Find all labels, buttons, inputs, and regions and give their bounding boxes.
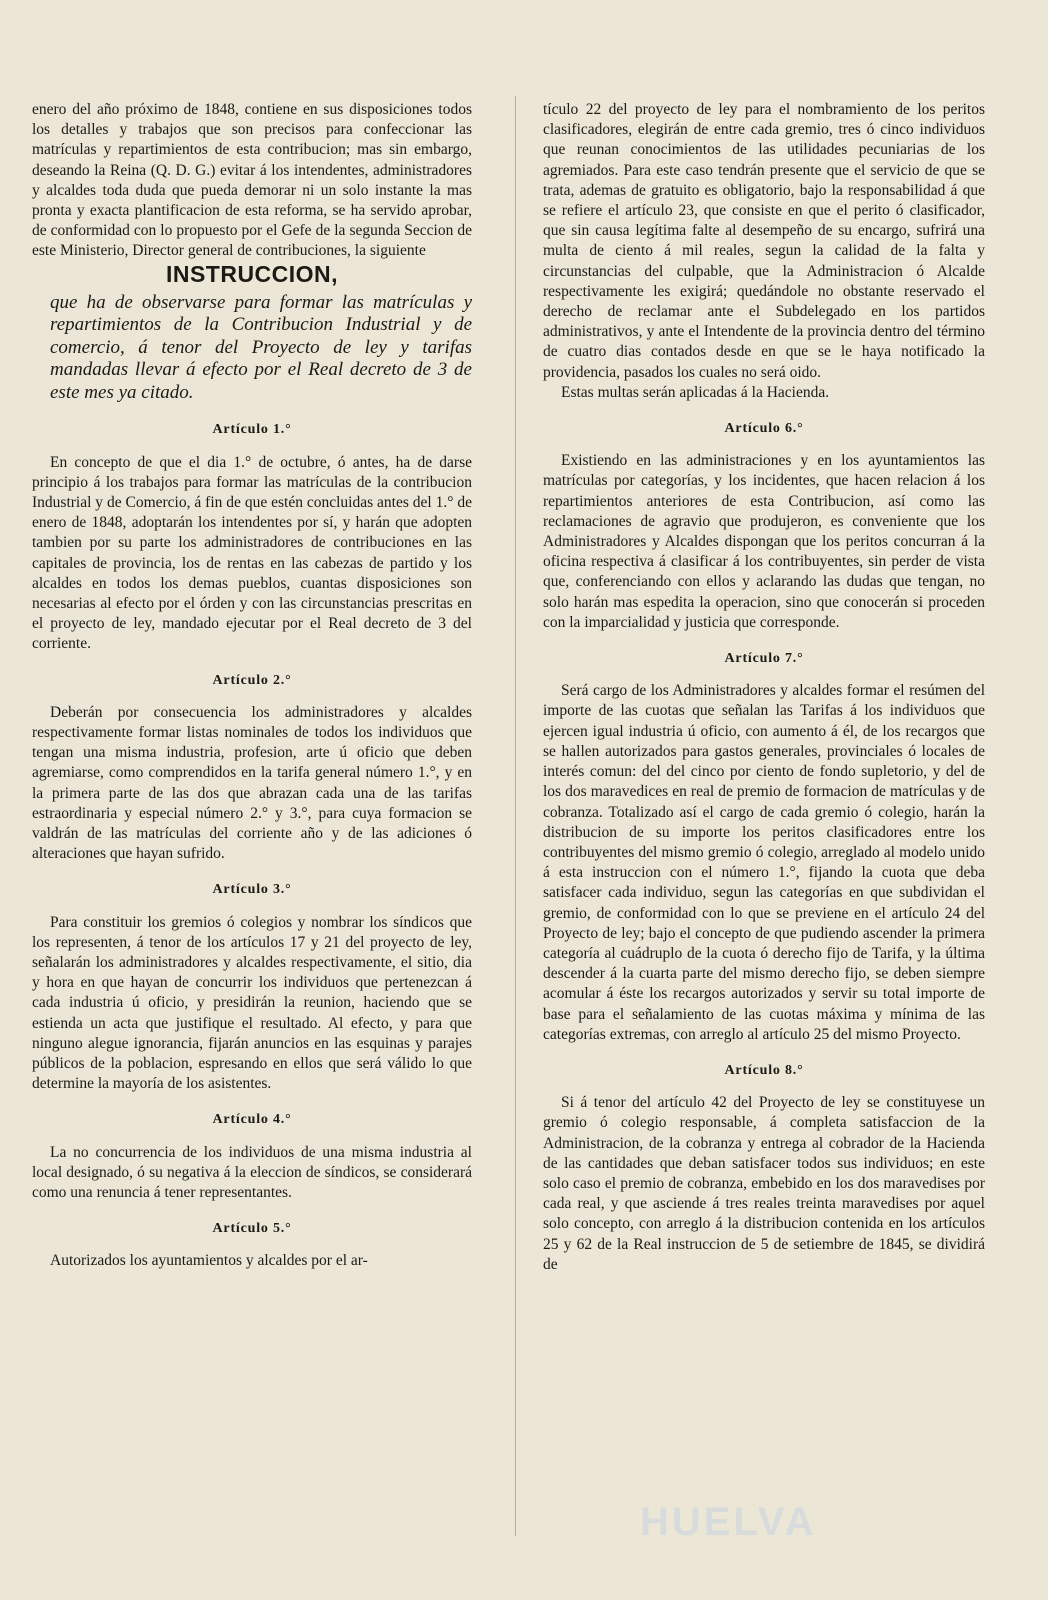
article-6-heading: Artículo 6.° — [724, 421, 804, 437]
instruction-subtitle: que ha de observarse para formar las matrículas y repartimientos de la Contribucion Industrial y de comercio, á tenor del Proyecto de ley y tarifas mandadas llevar á efecto por el Real decreto de 3 de este mes ya citado. — [50, 291, 472, 403]
article-6-text: Existiendo en las administraciones y en los ayuntamientos las matrículas por categorías, y los incidentes, que hacen relacion á los repartimientos anteriores de esta Contribucion, así como las reclamaciones de agravio que produjeron, es conveniente que los Administradores y Alcaldes dispongan que los peritos concurran á la oficina respectiva á clasificar á los contribuyentes, sin perder de vista que, conferenciando con ellos y aclarando las dudas que tengan, no solo harán mas espedita la operacion, sino que conocerán si proceden con la imparcialidad y justicia que corresponde. — [543, 452, 985, 631]
article-4-text: La no concurrencia de los individuos de una misma industria al local designado, ó su negativa á la eleccion de síndicos, se considerará como una renuncia á tener representantes. — [32, 1143, 472, 1202]
fines-note: Estas multas serán aplicadas á la Hacienda. — [561, 383, 830, 401]
article-3-heading: Artículo 3.° — [212, 882, 292, 898]
article-5-continuation: tículo 22 del proyecto de ley para el nombramiento de los peritos clasificadores, elegirán de entre cada gremio, tres ó cinco individuos que reunan conocimientos de las utilidades pecuniarias de los agremiados. Para este caso tendrán presente que el servicio de que se trata, ademas de gratuito es obligatorio, bajo la responsabilidad á que se refiere el artículo 23, que consiste en que el perito ó clasificador, que sin causa legítima falte al desempeño de su encargo, sufrirá una multa de ciento á mil reales, segun la calidad de la falta y circunstancias del culpable, que la Administracion ó Alcalde respectivamente les exigirá; quedándole no obstante reservado el derecho de reclamar ante el Subdelegado en los partidos administrativos, y ante el Intendente de la provincia dentro del término de cuatro dias contados desde en que se le haya notificado la providencia, pasados los cuales no será oido. — [543, 101, 985, 381]
intro-paragraph: enero del año próximo de 1848, contiene en sus disposiciones todos los detalles y trabajos que son precisos para confeccionar las matrículas y repartimientos de esta contribucion; mas sin embargo, deseando la Reina (Q. D. G.) evitar á los intendentes, administradores y alcaldes toda duda que pueda demorar ni un solo instante la mas pronta y exacta plantificacion de esta reforma, se ha servido aprobar, de conformidad con lo propuesto por el Gefe de la segunda Seccion de este Ministerio, Director general de contribuciones, la siguiente — [32, 101, 472, 260]
right-column — [543, 100, 985, 1275]
article-8-heading: Artículo 8.° — [724, 1062, 804, 1078]
article-7-text: Será cargo de los Administradores y alcaldes formar el resúmen del importe de las cuotas que señalan las Tarifas á los individuos que ejercen igual industria ú oficio, con aumento á él, de los recargos que se hallen autorizados para gastos generales, provinciales ó locales de interés comun: del del cinco por ciento de fondo supletorio, y del de los dos maravedices en real de premio de formacion de matrículas y de cobranza. Totalizado así el cargo de cada gremio ó colegio, harán la distribucion de su importe los peritos clasificadores entre los contribuyentes del mismo gremio ó colegio, arreglado al modelo unido á esta instruccion con el número 1.°, fijando la cuota que deba satisfacer cada individuo, segun las categorías en que subdividan el gremio, de conformidad con lo que se previene en el artículo 24 del Proyecto de ley; bajo el concepto de que pudiendo ascender la primera categoría al cuádruplo de la cuota ó derecho fijo de Tarifa, y la última descender á la cuarta parte del mismo derecho fijo, se deben siempre acomular á éste los recargos autorizados y servir su total importe de base para el señalamiento de las cuotas máxima y mínima de las categorías extremas, con arreglo al artículo 25 del mismo Proyecto. — [543, 682, 985, 1043]
article-3-text: Para constituir los gremios ó colegios y nombrar los síndicos que los representen, á tenor de los artículos 17 y 21 del proyecto de ley, señalarán los administradores y alcaldes respectivamente, el sitio, dia y hora en que hayan de concurrir los individuos que pertenezcan á cada industria ú oficio, y presidirán la reunion, haciendo que se estienda un acta que justifique el resultado. Al efecto, y para que ninguno alegue ignorancia, fijarán anuncios en las esquinas y parajes públicos de la poblacion, espresando en ellos que será válido lo que determine la mayoría de los asistentes. — [32, 913, 472, 1093]
article-8-text: Si á tenor del artículo 42 del Proyecto de ley se constituyese un gremio ó colegio responsable, á completa satisfaccion de la Administracion, de la cobranza y entrega al cobrador de la Hacienda de las cantidades que deban satisfacer todos sus individuos; en este solo caso el premio de cobranza, embebido en los dos maravedises por cada real, y que asciende á tres reales treinta maravedises por aquel solo concepto, con arreglo á la distribucion contenida en los artículos 25 y 62 de la Real instruccion de 5 de setiembre de 1845, se dividirá de — [543, 1094, 985, 1273]
watermark-stamp: HUELVA — [640, 1500, 817, 1544]
article-1-heading: Artículo 1.° — [212, 422, 292, 438]
article-1-text: En concepto de que el dia 1.° de octubre, ó antes, ha de darse principio á los trabajos para formar las matrículas de la contribucion Industrial y de Comercio, á fin de que estén concluidas antes del 1.° de enero de 1848, adoptarán los intendentes por sí, y harán que adopten tambien por su parte los administradores de contribuciones en las capitales de provincia, los de rentas en las cabezas de partido y los alcaldes en todos los demas pueblos, cuantas disposiciones son necesarias al efecto por el órden y con las circunstancias prescritas en el proyecto de ley, mandado ejecutar por el Real decreto de 3 del corriente. — [32, 453, 472, 653]
article-5-heading: Artículo 5.° — [212, 1221, 292, 1237]
instruction-title: INSTRUCCION, — [165, 260, 339, 287]
column-divider — [515, 96, 516, 1536]
article-2-text: Deberán por consecuencia los administradores y alcaldes respectivamente formar listas nominales de todos los individuos que tengan una misma industria, profesion, arte ú oficio que deben agremiarse, como comprendidos en la tarifa general número 1.°, y en la primera parte de las dos que abrazan cada una de las tarifas estraordinaria y especial número 2.° y 3.°, para cuya formacion se valdrán de las matrículas del corriente año y de las adiciones ó alteraciones que hayan sufrido. — [32, 703, 472, 863]
article-7-heading: Artículo 7.° — [724, 651, 804, 667]
article-2-heading: Artículo 2.° — [212, 672, 292, 688]
left-column — [32, 100, 472, 1272]
article-4-heading: Artículo 4.° — [212, 1112, 292, 1128]
article-5-text: Autorizados los ayuntamientos y alcaldes por el ar- — [50, 1252, 368, 1270]
